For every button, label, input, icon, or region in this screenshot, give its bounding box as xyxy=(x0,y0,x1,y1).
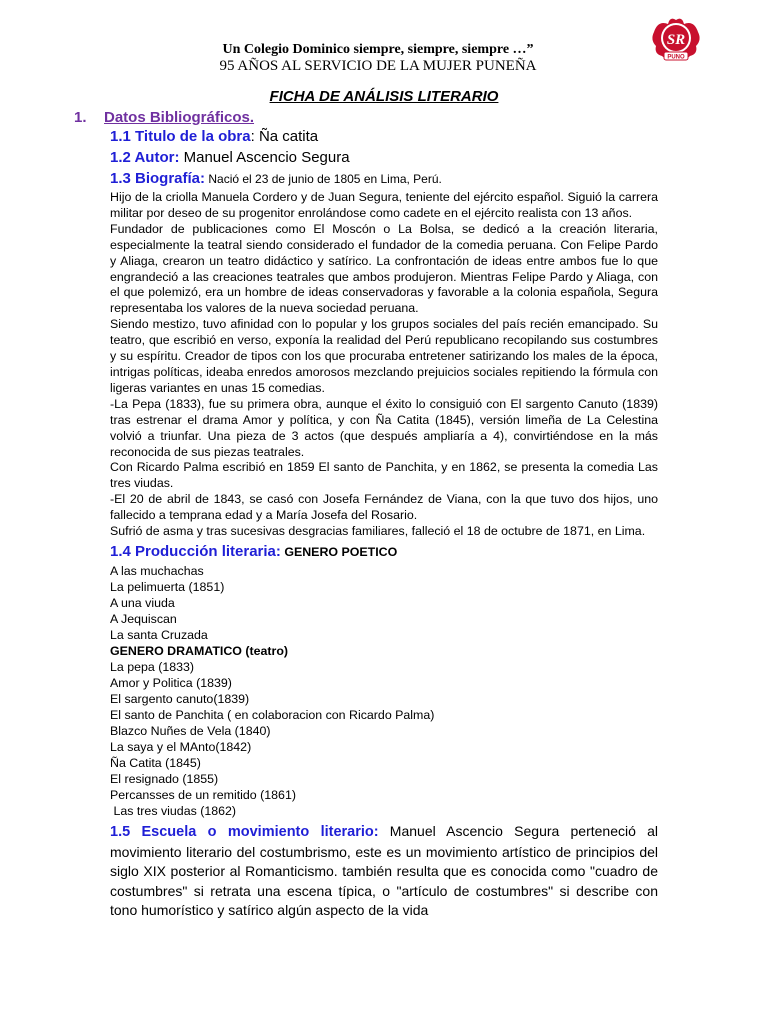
list-item: El sargento canuto(1839) xyxy=(110,691,250,706)
genre-dramatico-heading: GENERO DRAMATICO (teatro) xyxy=(110,643,289,658)
list-item: Blazco Nuñes de Vela (1840) xyxy=(110,723,271,738)
autor-value: Manuel Ascencio Segura xyxy=(179,149,350,166)
list-item: Ña Catita (1845) xyxy=(110,755,201,770)
escuela-paragraph xyxy=(110,822,658,921)
main-content xyxy=(110,126,658,921)
autor-label: 1.2 Autor: xyxy=(110,149,180,166)
section-number: 1. xyxy=(74,109,87,126)
biografia-paragraph: -La Pepa (1833), fue su primera obra, aunque el éxito lo consiguió con El sargento Canuto (1839) tras estrenar el drama Amor y política, y con Ña Catita (1845), versión limeña de La Celestina volvió a triunfar. Una pieza de 3 actos (que después ampliaría a 4), convirtiéndose en la más reconocida de sus piezas teatrales. xyxy=(110,396,658,459)
school-years-line: 95 AÑOS AL SERVICIO DE LA MUJER PUNEÑA xyxy=(219,58,537,74)
genre-poetico-heading: GENERO POETICO xyxy=(280,544,398,559)
biografia-line xyxy=(110,168,658,190)
produccion-line xyxy=(110,541,658,563)
produccion-label: 1.4 Producción literaria: xyxy=(110,542,281,560)
titulo-separator: : xyxy=(250,128,259,145)
school-motto: Un Colegio Dominico siempre, siempre, siempre …” xyxy=(222,42,534,57)
list-item: El resignado (1855) xyxy=(110,771,219,786)
list-item: Las tres viudas (1862) xyxy=(110,803,237,818)
list-item: A una viuda xyxy=(110,595,175,610)
titulo-line xyxy=(110,126,658,147)
biografia-paragraph: -El 20 de abril de 1843, se casó con Josefa Fernández de Viana, con la que tuvo dos hijos, uno fallecido a temprana edad y a María Josefa del Rosario. xyxy=(110,492,658,523)
titulo-value: Ña catita xyxy=(258,128,319,145)
biografia-value: Nació el 23 de junio de 1805 en Lima, Perú. xyxy=(205,172,442,186)
list-item: A Jequiscan xyxy=(110,611,177,626)
biografia-paragraph: Con Ricardo Palma escribió en 1859 El santo de Panchita, y en 1862, se presenta la comedia Las tres viudas. xyxy=(110,460,658,491)
biografia-label: 1.3 Biografía: xyxy=(110,170,206,187)
school-logo xyxy=(648,12,704,68)
biografia-paragraph: Siendo mestizo, tuvo afinidad con lo popular y los grupos sociales del país recién emancipado. Su teatro, que escribió en verso, exponía la realidad del Perú republicano recopilando sus costumbres y su espíritu. Creador de tipos con los que procuraba entretener satirizando los males de la época, intrigas políticas, ideaba enredos amorosos mezclando prejuicios sociales repitiendo la fórmula con ligeras variantes en unas 15 comedias. xyxy=(110,317,658,395)
biografia-paragraph: Sufrió de asma y tras sucesivas desgracias familiares, falleció el 18 de octubre de 1871, en Lima. xyxy=(110,524,646,539)
section-label: Datos Bibliográficos. xyxy=(104,109,255,126)
list-item: La saya y el MAnto(1842) xyxy=(110,739,252,754)
list-item: La pepa (1833) xyxy=(110,659,195,674)
document-title: FICHA DE ANÁLISIS LITERARIO xyxy=(269,88,499,105)
escuela-value: Manuel Ascencio Segura perteneció al movimiento literario del costumbrismo, este es un movimiento artístico de principios del siglo XIX posterior al Romanticismo. también resulta que es conocida como "cuadro de costumbres" si retrata una escena típica, o "artículo de costumbres" si describe con tono humorístico y satírico algún aspecto de la vida xyxy=(110,822,658,919)
list-item: A las muchachas xyxy=(110,563,204,578)
logo-letters: SR xyxy=(666,32,686,48)
list-item: El santo de Panchita ( en colaboracion con Ricardo Palma) xyxy=(110,707,435,722)
list-item: La santa Cruzada xyxy=(110,627,208,642)
biografia-paragraph: Fundador de publicaciones como El Moscón o La Bolsa, se dedicó a la creación literaria, especialmente la teatral siendo considerado el fundador de la comedia peruana. Con Felipe Pardo y Aliaga, crearon un teatro didáctico y satírico. La confrontación de ideas entre ambos fue lo que engrandeció a las creaciones teatrales que ambos produjeron. Mientras Felipe Pardo y Aliaga, con el que polemizó, era un hombre de ideas conservadoras y favorable a la colonia española, Segura representaba los valores de la nueva sociedad peruana. xyxy=(110,221,658,316)
escuela-label: 1.5 Escuela o movimiento literario: xyxy=(110,823,379,840)
section-heading xyxy=(74,109,254,126)
list-item: La pelimuerta (1851) xyxy=(110,579,225,594)
titulo-label: 1.1 Titulo de la obra xyxy=(110,128,251,145)
autor-line xyxy=(110,147,658,168)
list-item: Percansses de un remitido (1861) xyxy=(110,787,296,802)
logo-ribbon-text: PUNO xyxy=(667,54,685,61)
biografia-paragraph: Hijo de la criolla Manuela Cordero y de Juan Segura, teniente del ejército español. Siguió la carrera militar por deseo de su progenitor enrolándose como cadete en el ejército realista con 13 años. xyxy=(110,190,658,220)
list-item: Amor y Politica (1839) xyxy=(110,675,232,690)
